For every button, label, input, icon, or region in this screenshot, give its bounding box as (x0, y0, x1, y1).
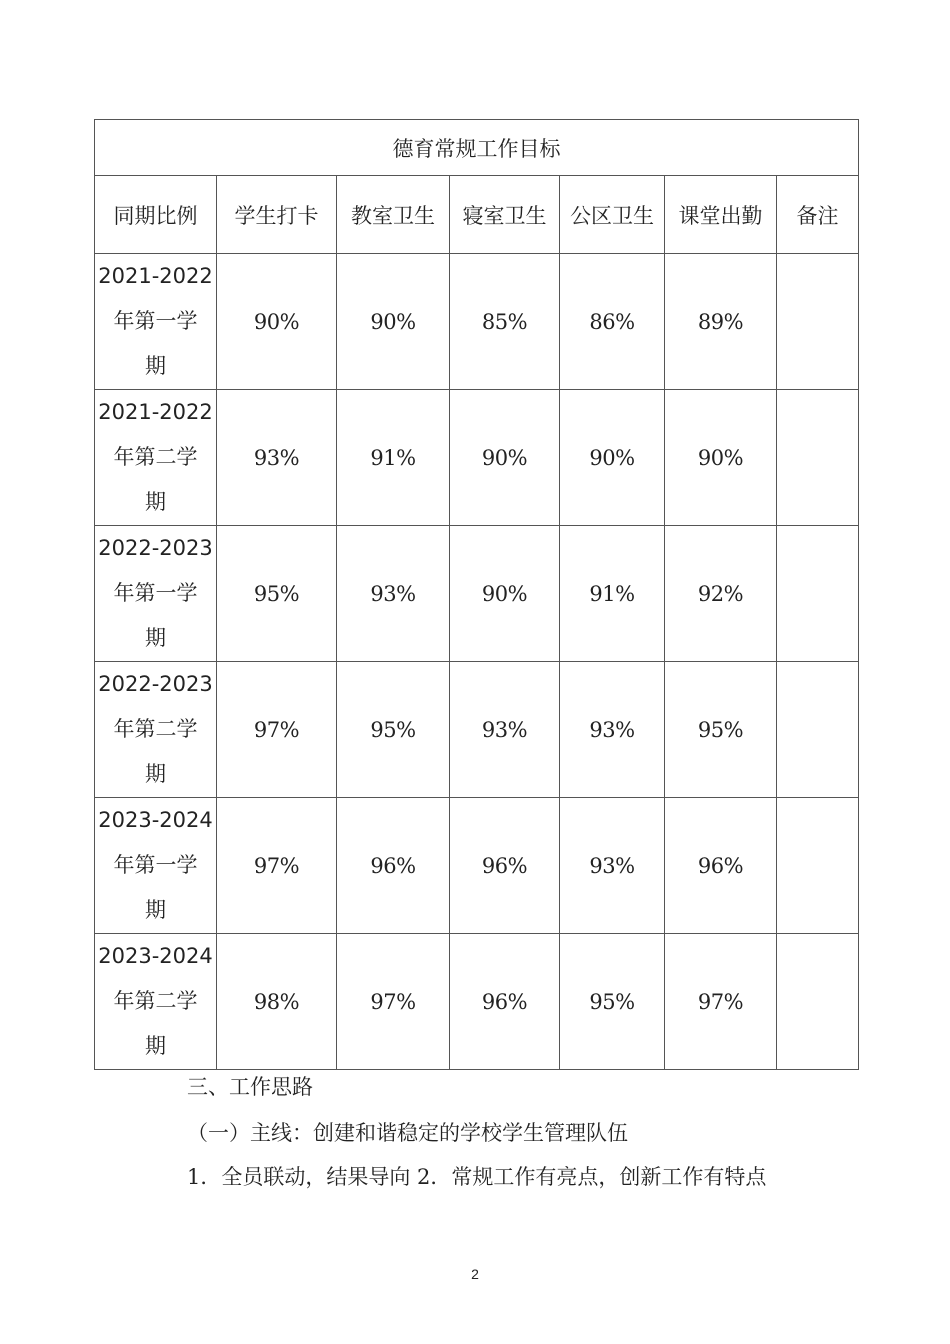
table-row (95, 798, 859, 934)
table-row (95, 254, 859, 390)
value-cell: 90% (450, 390, 560, 526)
period-cell: 2021-2022 年第二学 期 (95, 390, 217, 526)
table-title: 德育常规工作目标 (95, 120, 859, 176)
note-cell (777, 254, 859, 390)
period-cell: 2021-2022 年第一学 期 (95, 254, 217, 390)
table-title-row (95, 120, 859, 176)
value-cell: 93% (450, 662, 560, 798)
note-cell (777, 526, 859, 662)
value-cell: 95% (665, 662, 777, 798)
note-cell (777, 390, 859, 526)
value-cell: 95% (560, 934, 665, 1070)
value-cell: 90% (665, 390, 777, 526)
table-row (95, 526, 859, 662)
header-student-checkin: 学生打卡 (217, 176, 337, 254)
value-cell: 91% (337, 390, 450, 526)
section-heading: 三、工作思路 (187, 1075, 313, 1099)
note-cell (777, 798, 859, 934)
value-cell: 89% (665, 254, 777, 390)
value-cell: 95% (337, 662, 450, 798)
value-cell: 93% (337, 526, 450, 662)
value-cell: 97% (217, 662, 337, 798)
value-cell: 92% (665, 526, 777, 662)
value-cell: 90% (217, 254, 337, 390)
table-row (95, 934, 859, 1070)
value-cell: 90% (337, 254, 450, 390)
header-classroom-hygiene: 教室卫生 (337, 176, 450, 254)
header-remarks: 备注 (777, 176, 859, 254)
goals-table (94, 119, 859, 1070)
value-cell: 91% (560, 526, 665, 662)
value-cell: 85% (450, 254, 560, 390)
note-cell (777, 934, 859, 1070)
period-cell: 2023-2024 年第二学 期 (95, 934, 217, 1070)
value-cell: 96% (665, 798, 777, 934)
table-row (95, 390, 859, 526)
value-cell: 86% (560, 254, 665, 390)
value-cell: 90% (560, 390, 665, 526)
period-cell: 2023-2024 年第一学 期 (95, 798, 217, 934)
value-cell: 93% (560, 798, 665, 934)
value-cell: 93% (560, 662, 665, 798)
period-cell: 2022-2023 年第二学 期 (95, 662, 217, 798)
period-cell: 2022-2023 年第一学 期 (95, 526, 217, 662)
header-public-area-hygiene: 公区卫生 (560, 176, 665, 254)
value-cell: 95% (217, 526, 337, 662)
value-cell: 90% (450, 526, 560, 662)
value-cell: 96% (450, 798, 560, 934)
note-cell (777, 662, 859, 798)
value-cell: 98% (217, 934, 337, 1070)
value-cell: 97% (217, 798, 337, 934)
value-cell: 96% (450, 934, 560, 1070)
table-row (95, 662, 859, 798)
body-paragraph: 1．全员联动，结果导向 2．常规工作有亮点，创新工作有特点 (187, 1165, 767, 1189)
value-cell: 93% (217, 390, 337, 526)
page-number: 2 (471, 1266, 479, 1282)
table-header-row (95, 176, 859, 254)
value-cell: 97% (337, 934, 450, 1070)
header-dorm-hygiene: 寝室卫生 (450, 176, 560, 254)
subsection-heading: （一）主线：创建和谐稳定的学校学生管理队伍 (187, 1121, 628, 1145)
value-cell: 97% (665, 934, 777, 1070)
value-cell: 96% (337, 798, 450, 934)
header-period: 同期比例 (95, 176, 217, 254)
header-class-attendance: 课堂出勤 (665, 176, 777, 254)
